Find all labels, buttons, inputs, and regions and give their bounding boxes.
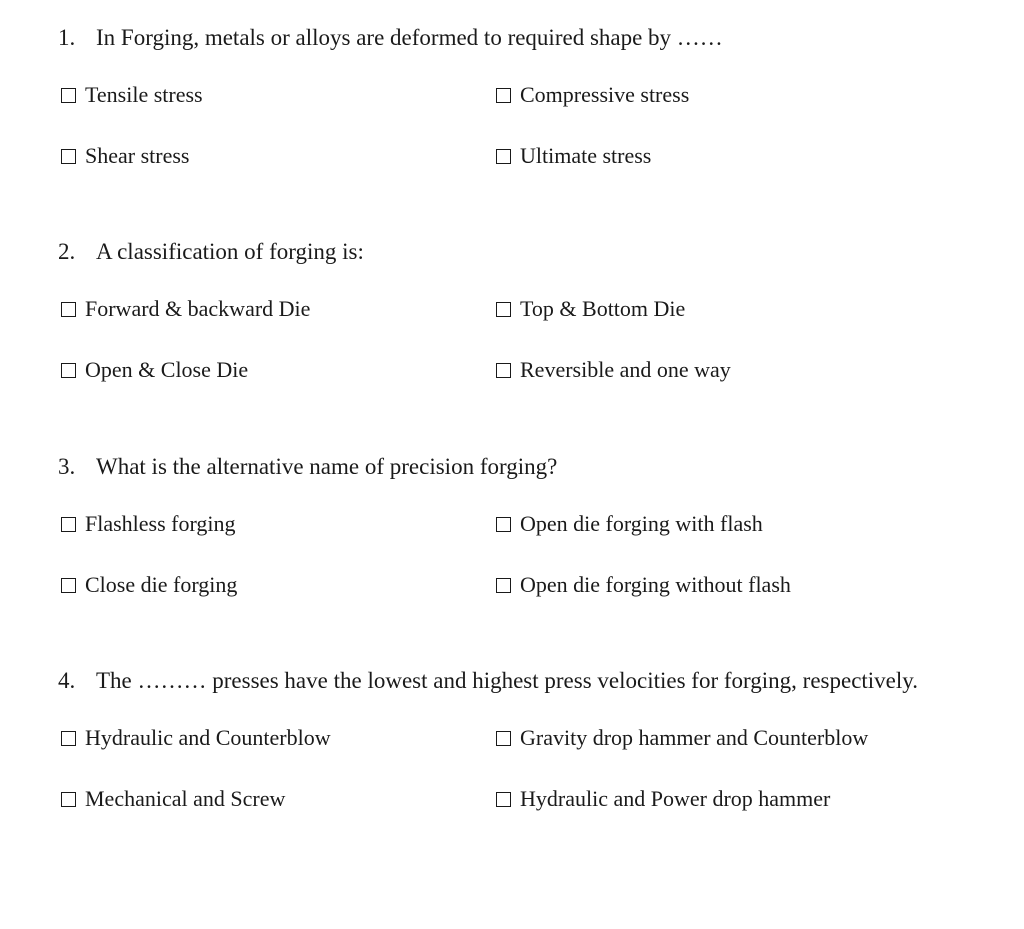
option-label: Open & Close Die bbox=[85, 357, 249, 382]
checkbox[interactable] bbox=[496, 363, 511, 378]
option-compressive-stress[interactable] bbox=[496, 81, 689, 109]
option-mechanical-screw[interactable] bbox=[61, 785, 285, 813]
question-text bbox=[58, 667, 918, 695]
option-hydraulic-power-drop[interactable] bbox=[496, 785, 830, 813]
question-prompt: What is the alternative name of precision forging? bbox=[96, 454, 558, 479]
question-prompt: In Forging, metals or alloys are deformed to required shape by …… bbox=[96, 25, 723, 50]
option-open-die-without-flash[interactable] bbox=[496, 571, 791, 599]
checkbox[interactable] bbox=[61, 792, 76, 807]
checkbox[interactable] bbox=[61, 149, 76, 164]
option-label: Hydraulic and Power drop hammer bbox=[520, 786, 831, 811]
option-open-close-die[interactable] bbox=[61, 356, 248, 384]
question-number: 3. bbox=[58, 454, 76, 479]
question-number: 4. bbox=[58, 668, 76, 693]
checkbox[interactable] bbox=[61, 88, 76, 103]
option-label: Tensile stress bbox=[85, 82, 203, 107]
option-label: Gravity drop hammer and Counterblow bbox=[520, 725, 869, 750]
question-text bbox=[58, 453, 557, 481]
option-reversible-one-way[interactable] bbox=[496, 356, 731, 384]
option-label: Open die forging without flash bbox=[520, 572, 791, 597]
checkbox[interactable] bbox=[61, 731, 76, 746]
question-text bbox=[58, 24, 723, 52]
question-prompt: A classification of forging is: bbox=[96, 239, 364, 264]
option-label: Hydraulic and Counterblow bbox=[85, 725, 331, 750]
option-top-bottom-die[interactable] bbox=[496, 295, 685, 323]
option-label: Shear stress bbox=[85, 143, 190, 168]
question-text bbox=[58, 238, 364, 266]
option-open-die-with-flash[interactable] bbox=[496, 510, 763, 538]
option-label: Forward & backward Die bbox=[85, 296, 311, 321]
checkbox[interactable] bbox=[61, 578, 76, 593]
checkbox[interactable] bbox=[496, 578, 511, 593]
question-prompt: The ……… presses have the lowest and highest press velocities for forging, respectively. bbox=[96, 668, 919, 693]
question-number: 2. bbox=[58, 239, 76, 264]
option-label: Compressive stress bbox=[520, 82, 690, 107]
checkbox[interactable] bbox=[496, 302, 511, 317]
option-label: Reversible and one way bbox=[520, 357, 731, 382]
question-number: 1. bbox=[58, 25, 76, 50]
option-shear-stress[interactable] bbox=[61, 142, 189, 170]
checkbox[interactable] bbox=[61, 363, 76, 378]
option-label: Mechanical and Screw bbox=[85, 786, 286, 811]
option-tensile-stress[interactable] bbox=[61, 81, 203, 109]
option-label: Close die forging bbox=[85, 572, 238, 597]
checkbox[interactable] bbox=[496, 792, 511, 807]
option-label: Ultimate stress bbox=[520, 143, 652, 168]
checkbox[interactable] bbox=[61, 517, 76, 532]
option-label: Open die forging with flash bbox=[520, 511, 763, 536]
option-forward-backward-die[interactable] bbox=[61, 295, 310, 323]
checkbox[interactable] bbox=[496, 517, 511, 532]
option-hydraulic-counterblow[interactable] bbox=[61, 724, 331, 752]
option-close-die-forging[interactable] bbox=[61, 571, 237, 599]
checkbox[interactable] bbox=[61, 302, 76, 317]
option-flashless-forging[interactable] bbox=[61, 510, 236, 538]
checkbox[interactable] bbox=[496, 731, 511, 746]
option-label: Flashless forging bbox=[85, 511, 236, 536]
option-label: Top & Bottom Die bbox=[520, 296, 686, 321]
option-gravity-drop-counterblow[interactable] bbox=[496, 724, 868, 752]
option-ultimate-stress[interactable] bbox=[496, 142, 651, 170]
checkbox[interactable] bbox=[496, 88, 511, 103]
checkbox[interactable] bbox=[496, 149, 511, 164]
